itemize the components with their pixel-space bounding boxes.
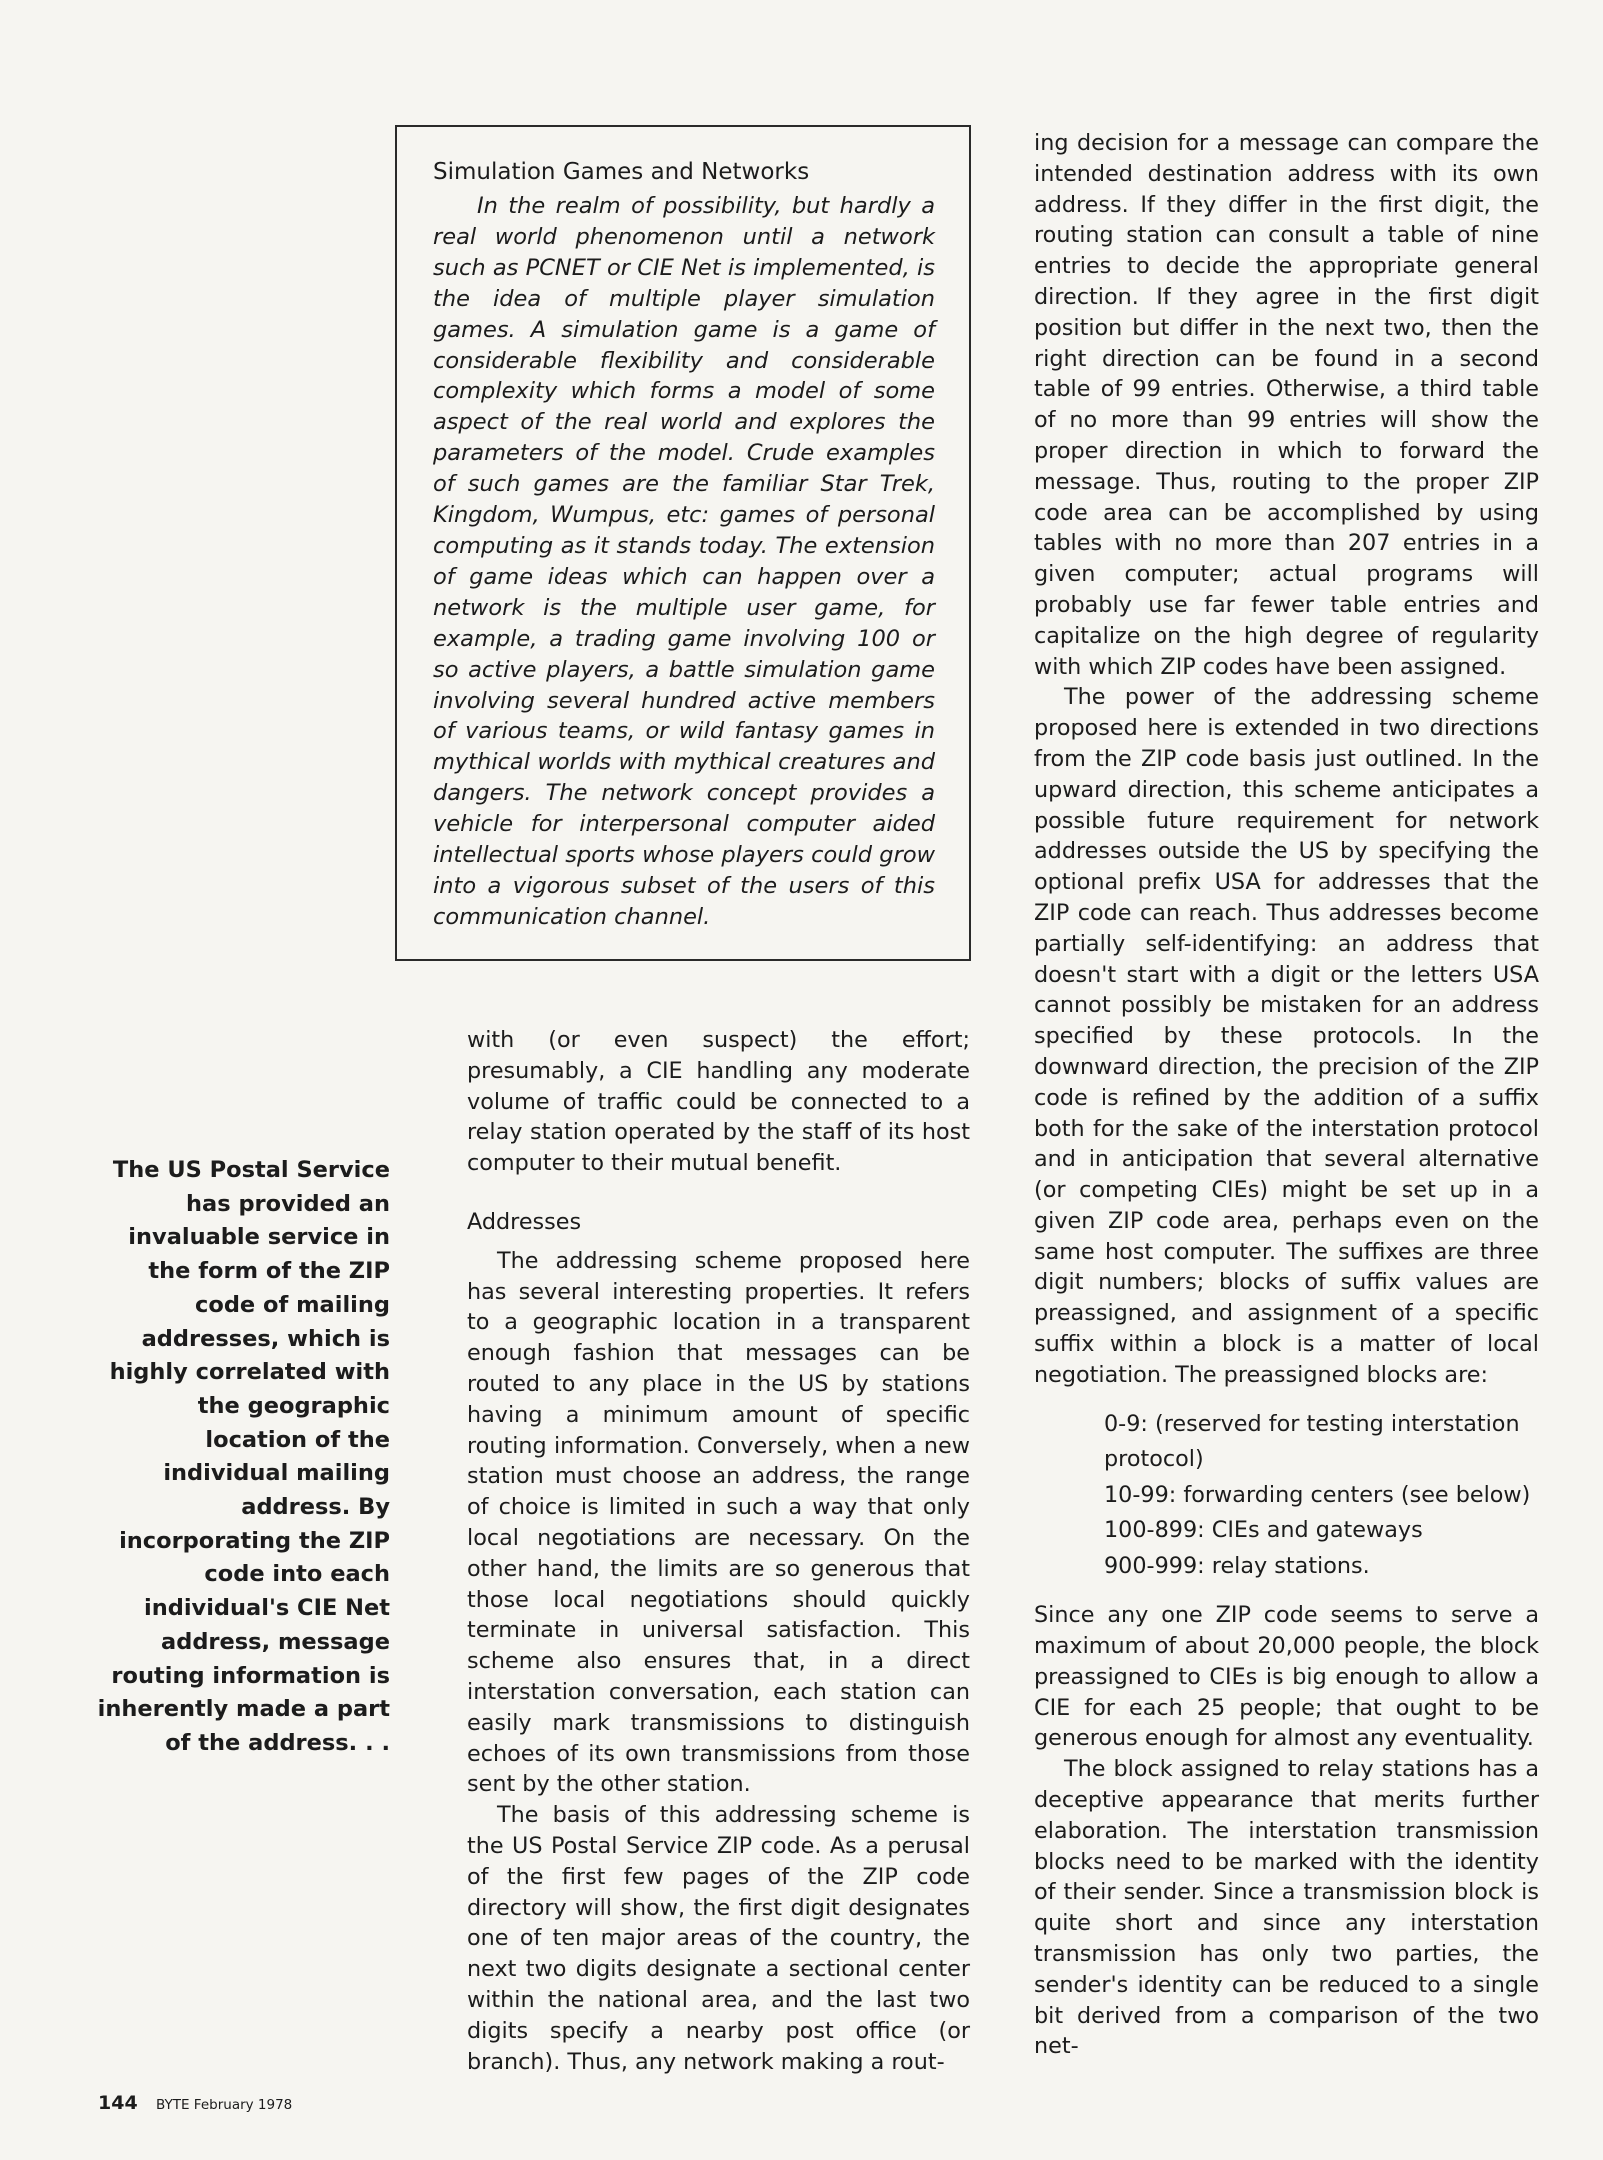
sidebar-title: Simulation Games and Networks <box>433 159 810 185</box>
paragraph-routing: ing decision for a message can compare the intended destination address with its own address. If they differ in the first digit, the routing station can consult a table of nine entries to decide the appropriate general direction. If they agree in the first digit position but differ in the next two, then the right direction can be found in a second table of 99 entries. Otherwise, a third table of no more than 99 entries will show the proper direction in which to forward the message. Thus, routing to the proper ZIP code area can be accomplished by using tables with no more than 207 entries in a given computer; actual programs will probably use far fewer table entries and capitalize on the high degree of regularity with which ZIP codes have been assigned. <box>1034 130 1539 680</box>
list-item: 900-999: relay stations. <box>1104 1552 1370 1579</box>
publication-line: BYTE February 1978 <box>155 2097 293 2113</box>
page-number: 144 <box>98 2092 138 2114</box>
preassigned-blocks-list <box>1034 1407 1539 1585</box>
list-item: 100-899: CIEs and gateways <box>1104 1517 1423 1544</box>
sidebar-body: In the realm of possibility, but hardly a real world phenomenon until a network such as PCNET or CIE Net is implemented, is the idea of multiple player simulation games. A simulation game is a game of considerable flexibility and considerable complexity which forms a model of some aspect of the real world and explores the parameters of the model. Crude examples of such games are the familiar Star Trek, Kingdom, Wumpus, etc: games of personal computing as it stands today. The extension of game ideas which can happen over a network is the multiple user game, for example, a trading game involving 100 or so active players, a battle simulation game involving several hundred active members of various teams, or wild fantasy games in mythical worlds with mythical creatures and dangers. The network concept provides a vehicle for interpersonal computer aided intellectual sports whose players could grow into a vigorous subset of the users of this communication channel. <box>433 193 935 930</box>
right-column <box>1034 128 1539 2062</box>
list-item: 0-9: (reserved for testing interstation protocol) <box>1104 1410 1520 1473</box>
paragraph-addressing-scheme: The addressing scheme proposed here has several interesting properties. It refers to a geographic location in a transparent enough fashion that messages can be routed to any place in the US by stations having a minimum amount of specific routing information. Conversely, when a new station must choose an address, the range of choice is limited in such a way that only local negotiations are necessary. On the other hand, the limits are so generous that those local negotiations should quickly terminate in universal satisfaction. This scheme also ensures that, in a direct interstation conversation, each station can easily mark transmissions to distinguish echoes of its own transmissions from those sent by the other station. <box>467 1247 970 1798</box>
pull-quote: The US Postal Service has provided an invaluable service in the form of the ZIP code of mailing addresses, which is highly correlated with the geographic location of the individual mailing address. By incorporating the ZIP code into each individual's CIE Net address, message routing information is inherently made a part of the address. . . <box>97 1157 390 1756</box>
sidebar-box <box>395 125 971 961</box>
page-footer <box>98 2092 292 2114</box>
middle-column <box>467 1025 970 2077</box>
paragraph-relay-stations: The block assigned to relay stations has a deceptive appearance that merits further elaboration. The interstation transmission blocks need to be marked with the identity of their sender. Since a transmission block is quite short and since any interstation transmission has only two parties, the sender's identity can be reduced to a single bit derived from a comparison of the two net- <box>1034 1756 1539 2060</box>
list-item: 10-99: forwarding centers (see below) <box>1104 1481 1531 1508</box>
paragraph-continuation: with (or even suspect) the effort; presumably, a CIE handling any moderate volume of traffic could be connected to a relay station operated by the staff of its host computer to their mutual benefit. <box>467 1027 970 1177</box>
section-heading-addresses: Addresses <box>467 1208 582 1235</box>
paragraph-basis: The basis of this addressing scheme is the US Postal Service ZIP code. As a perusal of the first few pages of the ZIP code directory will show, the first digit designates one of ten major areas of the country, the next two digits designate a sectional center within the national area, and the last two digits specify a nearby post office (or branch). Thus, any network making a rout- <box>467 1802 970 2075</box>
paragraph-power: The power of the addressing scheme proposed here is extended in two directions from the ZIP code basis just outlined. In the upward direction, this scheme anticipates a possible future requirement for network addresses outside the US by specifying the optional prefix USA for addresses that the ZIP code can reach. Thus addresses become partially self-identifying: an address that doesn't start with a digit or the letters USA cannot possibly be mistaken for an address specified by these protocols. In the downward direction, the precision of the ZIP code is refined by the addition of a suffix both for the sake of the interstation protocol and in anticipation that several alternative (or competing CIEs) might be set up in a given ZIP code area, perhaps even on the same host computer. The suffixes are three digit numbers; blocks of suffix values are preassigned, and assignment of a specific suffix within a block is a matter of local negotiation. The preassigned blocks are: <box>1034 684 1539 1388</box>
paragraph-zip-population: Since any one ZIP code seems to serve a maximum of about 20,000 people, the block preassigned to CIEs is big enough to allow a CIE for each 25 people; that ought to be generous enough for almost any eventuality. <box>1034 1602 1539 1752</box>
